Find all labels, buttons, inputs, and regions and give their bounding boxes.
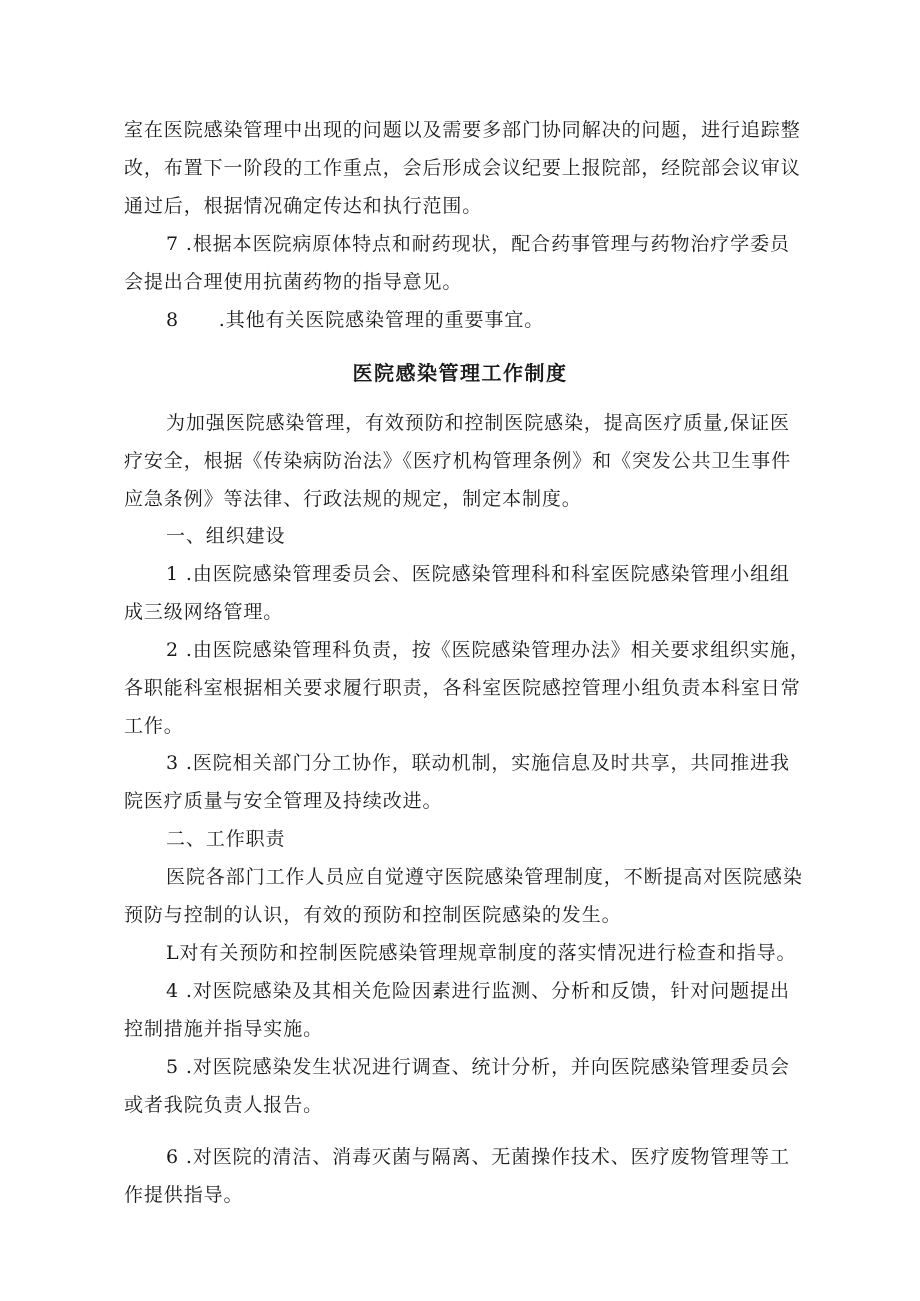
- paragraph-line: 或者我院负责人报告。: [124, 1094, 324, 1116]
- paragraph-line: 通过后，根据情况确定传达和执行范围。: [124, 195, 483, 217]
- paragraph-line: 3 .医院相关部门分工协作，联动机制，实施信息及时共享，共同推进我: [166, 752, 790, 774]
- paragraph-line: 院医疗质量与安全管理及持续改进。: [124, 790, 443, 812]
- paragraph-line: 应急条例》等法律、行政法规的规定，制定本制度。: [124, 488, 582, 510]
- paragraph-line: 预防与控制的认识，有效的预防和控制医院感染的发生。: [124, 904, 622, 926]
- section-heading: 一、组织建设: [166, 525, 286, 547]
- paragraph-line: 7 .根据本医院病原体特点和耐药现状，配合药事管理与药物治疗学委员: [166, 233, 790, 255]
- paragraph-line: 为加强医院感染管理，有效预防和控制医院感染，提高医疗质量,保证医: [166, 412, 790, 434]
- paragraph-line: 工作。: [124, 715, 184, 737]
- paragraph-line: L对有关预防和控制医院感染管理规章制度的落实情况进行检查和指导。: [166, 942, 797, 964]
- paragraph-line: 2 .由医院感染管理科负责，按《医院感染管理办法》相关要求组织实施，: [166, 639, 810, 661]
- paragraph-line: 改，布置下一阶段的工作重点，会后形成会议纪要上报院部，经院部会议审议: [124, 157, 801, 179]
- paragraph-line: 各职能科室根据相关要求履行职责，各科室医院感控管理小组负责本科室日常: [124, 677, 801, 699]
- paragraph-line: 作提供指导。: [124, 1184, 244, 1206]
- paragraph-line: 会提出合理使用抗菌药物的指导意见。: [124, 271, 463, 293]
- paragraph-line: 控制措施并指导实施。: [124, 1018, 324, 1040]
- paragraph-line: 1 .由医院感染管理委员会、医院感染管理科和科室医院感染管理小组组: [166, 563, 790, 585]
- section-heading: 二、工作职责: [166, 828, 286, 850]
- paragraph-line: 5 .对医院感染发生状况进行调查、统计分析，并向医院感染管理委员会: [166, 1056, 790, 1078]
- paragraph-line: 成三级网络管理。: [124, 601, 284, 623]
- paragraph-line: 8 .其他有关医院感染管理的重要事宜。: [166, 309, 545, 331]
- section-title: 医院感染管理工作制度: [352, 361, 568, 385]
- paragraph-line: 4 .对医院感染及其相关危险因素进行监测、分析和反馈，针对问题提出: [166, 980, 790, 1002]
- paragraph-line: 室在医院感染管理中出现的问题以及需要多部门协同解决的问题，进行追踪整: [124, 119, 801, 141]
- paragraph-line: 疗安全，根据《传染病防治法》《医疗机构管理条例》和《突发公共卫生事件: [124, 450, 792, 472]
- paragraph-line: 6 .对医院的清洁、消毒灭菌与隔离、无菌操作技术、医疗废物管理等工: [166, 1146, 790, 1168]
- paragraph-line: 医院各部门工作人员应自觉遵守医院感染管理制度，不断提高对医院感染: [166, 866, 803, 888]
